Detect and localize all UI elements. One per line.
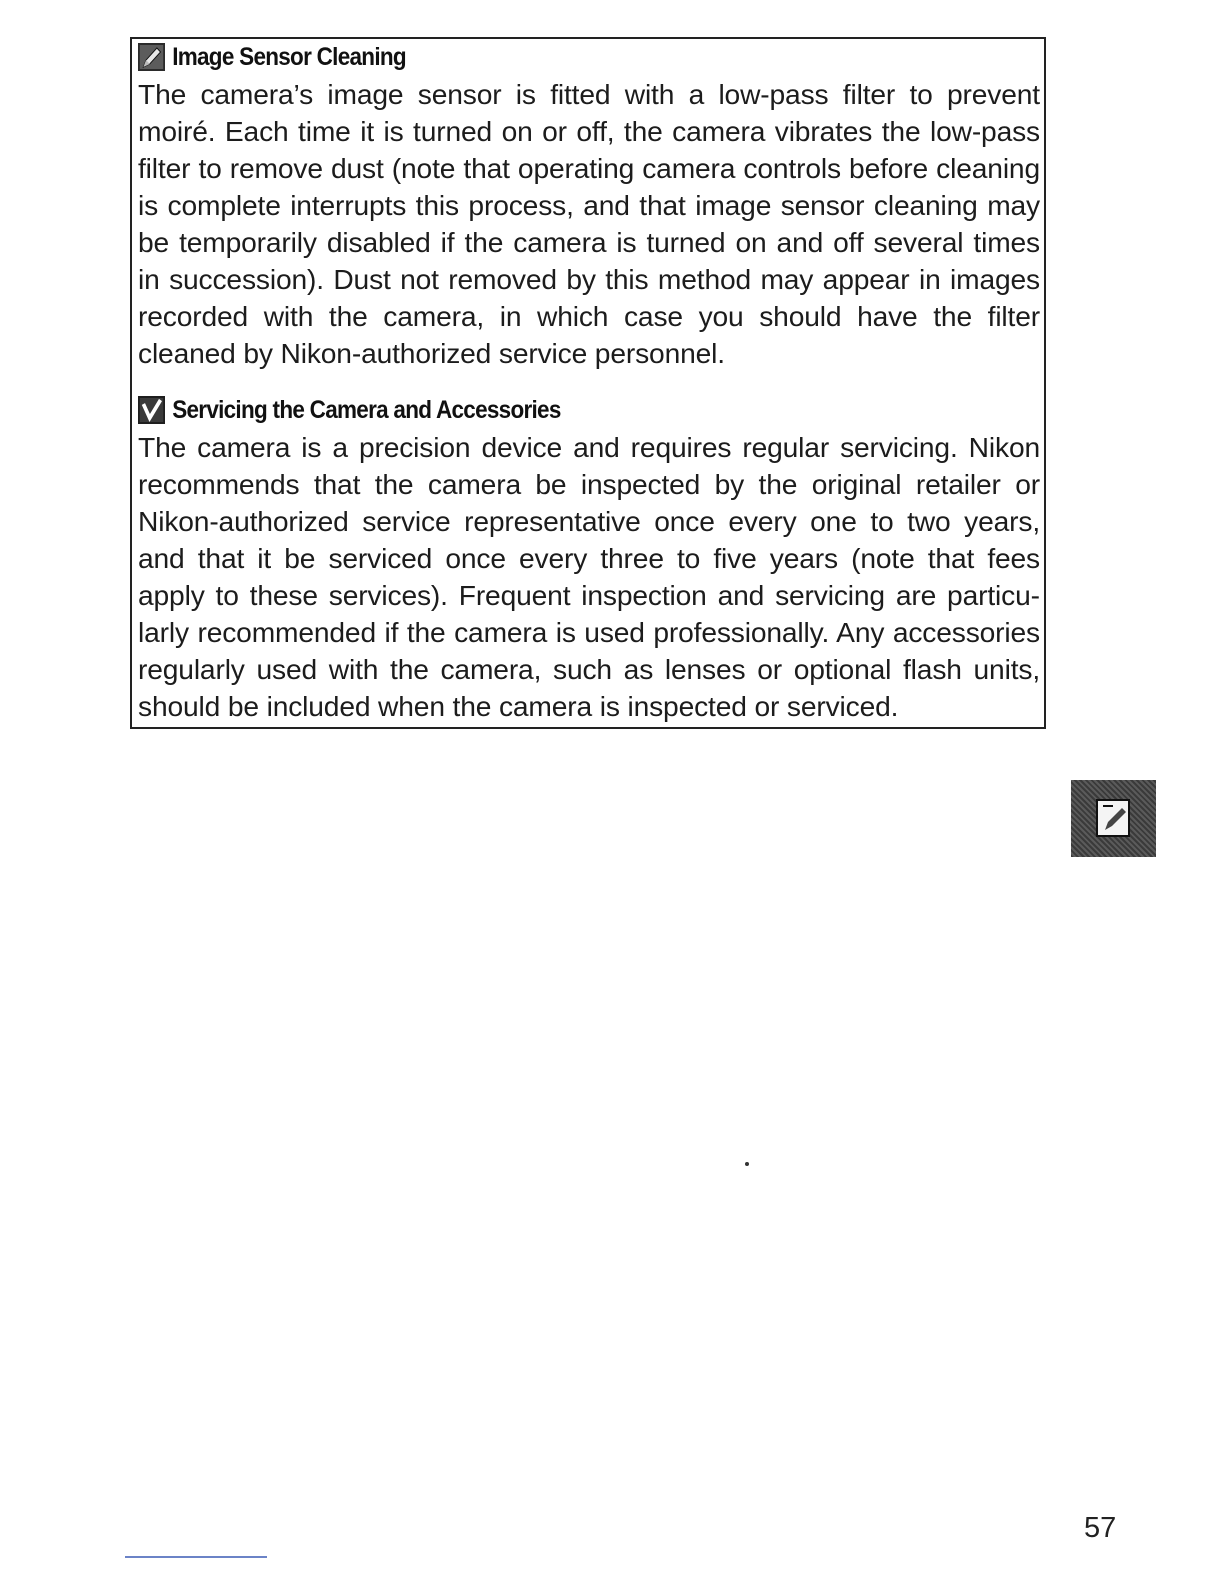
note-body: The camera’s image sensor is fitted with a low-pass filter to prevent moiré. Each time it is turned on or off, the camera vibrates the low-pass filter to remove dust (note that operating camera controls before cleaning is complete interrupts this process, and that image sensor cleaning may be temporarily disabled if the camera is turned on and off several times in succession). Dust not removed by this method may appear in images recorded with the camera, in which case you should have the filter cleaned by Nikon-authorized service personnel. xyxy=(138,78,1040,369)
note-heading xyxy=(138,40,950,74)
page-number: 57 xyxy=(1084,1512,1117,1544)
note-title: Image Sensor Cleaning xyxy=(172,42,406,71)
print-speck xyxy=(745,1162,749,1166)
note-body: The camera is a precision device and requires regular servicing. Nikon recommends that the camera be inspected by the original retailer or Nikon-authorized service representative once every one to two years, and that it be serviced once every three to five years (note that fees apply to these services). Frequent inspection and servicing are particularly recommended if the camera is used professionally. Any accessories regularly used with the camera, such as lenses or optional flash units, should be included when the camera is inspected or serviced. xyxy=(138,431,1040,722)
caution-check-icon xyxy=(138,396,165,424)
pencil-note-icon xyxy=(138,43,165,71)
note-servicing-camera xyxy=(138,393,1040,725)
footer-rule xyxy=(125,1556,267,1558)
note-image-sensor-cleaning xyxy=(138,40,1040,372)
section-tab-icon xyxy=(1093,796,1133,840)
note-title: Servicing the Camera and Accessories xyxy=(172,395,561,424)
note-heading xyxy=(138,393,950,427)
section-tab xyxy=(1071,780,1156,857)
